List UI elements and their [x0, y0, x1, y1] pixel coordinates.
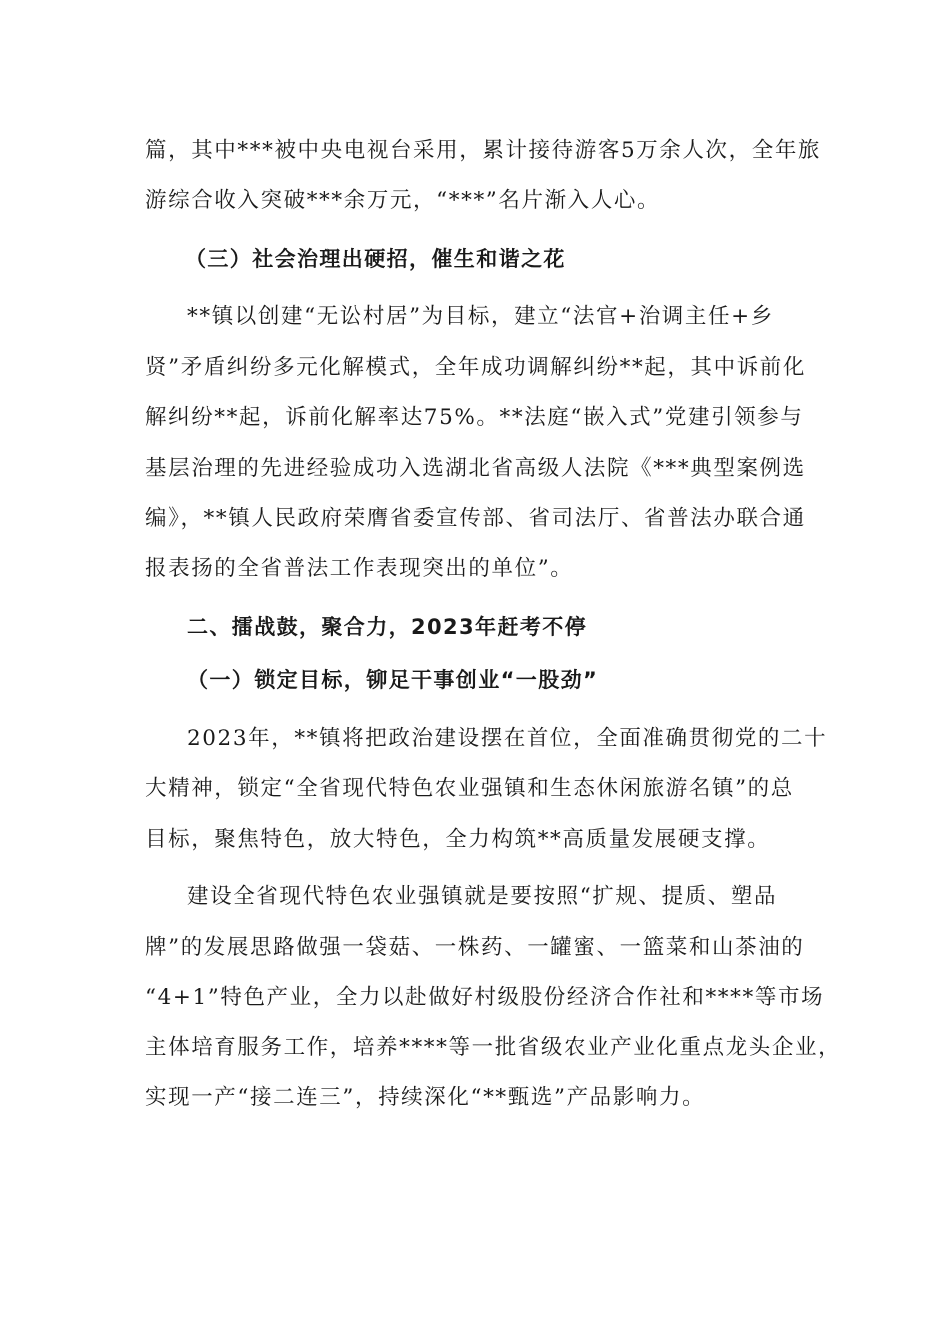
paragraph-line: “4+1”特色产业，全力以赴做好村级股份经济合作社和****等市场: [145, 985, 825, 1010]
paragraph-line: **镇以创建“无讼村居”为目标，建立“法官+治调主任+乡: [187, 304, 774, 329]
paragraph-line: 实现一产“接二连三”，持续深化“**甄选”产品影响力。: [145, 1085, 706, 1110]
paragraph-line: 大精神，锁定“全省现代特色农业强镇和生态休闲旅游名镇”的总: [145, 776, 794, 801]
paragraph-line: 解纠纷**起，诉前化解率达75%。**法庭“嵌入式”党建引领参与: [145, 405, 804, 430]
section-heading: （一）锁定目标，铆足干事创业“一股劲”: [187, 668, 599, 692]
paragraph-line: 贤”矛盾纠纷多元化解模式，全年成功调解纠纷**起，其中诉前化: [145, 355, 806, 380]
paragraph-line: 游综合收入突破***余万元，“***”名片渐入人心。: [145, 188, 661, 213]
paragraph-line: 编》，**镇人民政府荣膺省委宣传部、省司法厅、省普法办联合通: [145, 506, 806, 531]
section-heading: （三）社会治理出硬招，催生和谐之花: [185, 247, 566, 271]
paragraph-line: 主体培育服务工作，培养****等一批省级农业产业化重点龙头企业，: [145, 1035, 842, 1060]
paragraph-line: 报表扬的全省普法工作表现突出的单位”。: [145, 556, 574, 581]
paragraph-line: 2023年，**镇将把政治建设摆在首位，全面准确贯彻党的二十: [187, 726, 828, 751]
paragraph-line: 篇，其中***被中央电视台采用，累计接待游客5万余人次，全年旅: [145, 138, 822, 163]
paragraph-line: 目标，聚焦特色，放大特色，全力构筑**高质量发展硬支撑。: [145, 827, 771, 852]
paragraph-line: 建设全省现代特色农业强镇就是要按照“扩规、提质、塑品: [187, 884, 778, 909]
paragraph-line: 基层治理的先进经验成功入选湖北省高级人法院《***典型案例选: [145, 456, 806, 481]
chapter-heading: 二、擂战鼓，聚合力，2023年赶考不停: [187, 615, 588, 639]
paragraph-line: 牌”的发展思路做强一袋菇、一株药、一罐蜜、一篮菜和山茶油的: [145, 935, 805, 960]
